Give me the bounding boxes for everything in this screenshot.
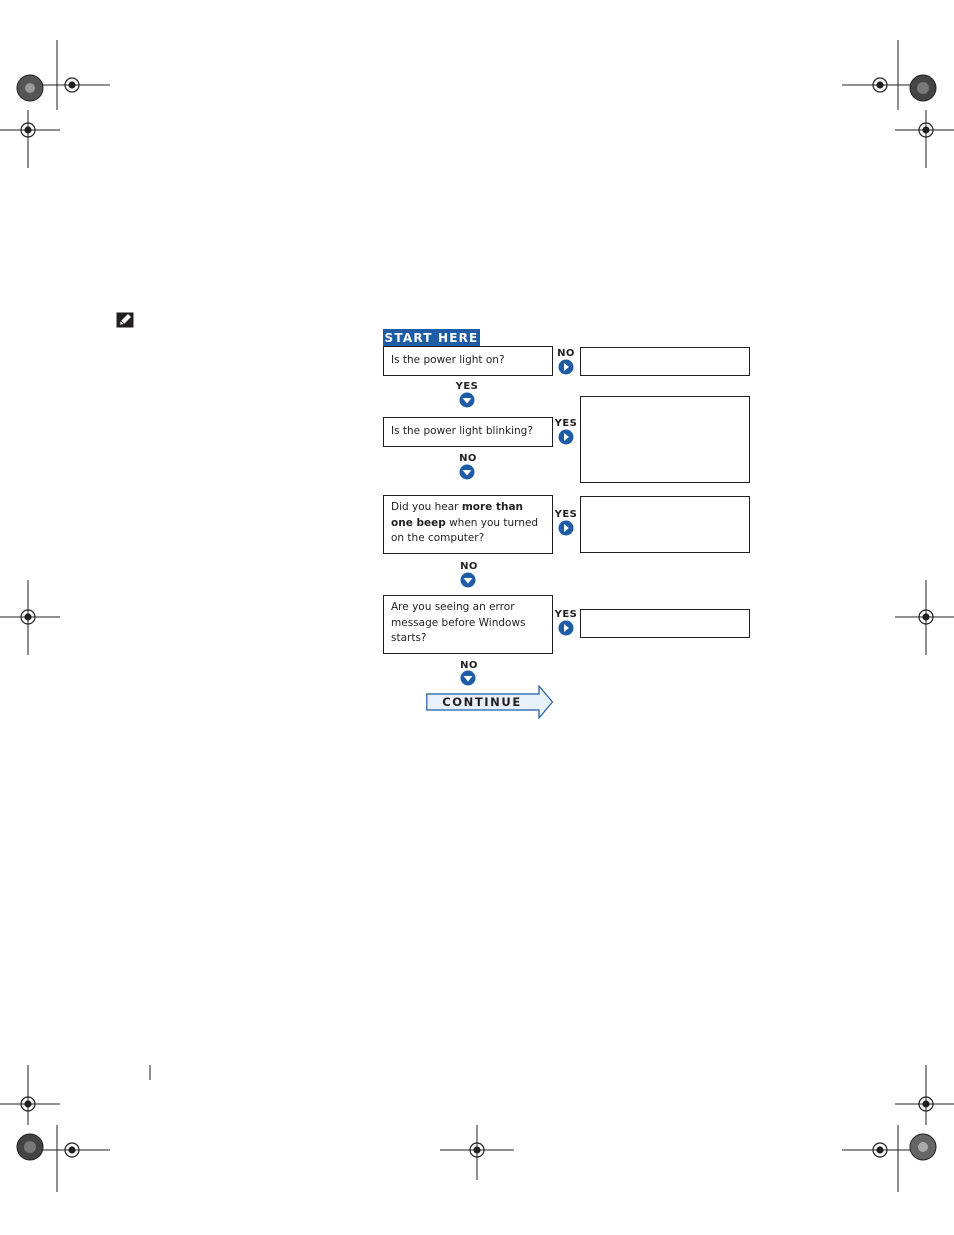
question-box-beeps	[383, 495, 553, 554]
question-box-power-light-blinking	[383, 417, 553, 447]
branch-label-no: NO	[460, 660, 478, 671]
question-text-bold: more than one beep	[391, 501, 524, 529]
branch-label-no: NO	[460, 561, 478, 572]
pencil-note-icon	[116, 312, 134, 328]
question-box-error-message	[383, 595, 553, 654]
right-arrow-circle-icon	[558, 429, 574, 445]
answer-box-power-off	[580, 347, 750, 376]
branch-label-yes: YES	[554, 509, 578, 520]
answer-box-power-blinking	[580, 396, 750, 483]
down-arrow-circle-icon	[460, 572, 476, 588]
right-arrow-circle-icon	[558, 520, 574, 536]
answer-box-beeps	[580, 496, 750, 553]
right-arrow-circle-icon	[558, 620, 574, 636]
question-text: Is the power light on?	[391, 354, 505, 366]
down-arrow-circle-icon	[459, 464, 475, 480]
continue-label: CONTINUE	[442, 695, 522, 709]
question-box-power-light-on	[383, 346, 553, 376]
branch-label-yes: YES	[455, 381, 479, 392]
start-here-label: START HERE	[384, 331, 479, 345]
question-text: Is the power light blinking?	[391, 425, 533, 437]
right-arrow-circle-icon	[558, 359, 574, 375]
branch-label-no: NO	[459, 453, 477, 464]
branch-label-yes: YES	[554, 418, 578, 429]
branch-label-no: NO	[557, 348, 575, 359]
question-text-pre: Did you hear	[391, 501, 462, 513]
branch-label-yes: YES	[554, 609, 578, 620]
answer-box-error-message	[580, 609, 750, 638]
down-arrow-circle-icon	[459, 392, 475, 408]
question-text-post: when you turned on the computer?	[391, 516, 539, 544]
question-text: Are you seeing an error message before Windows starts?	[391, 601, 526, 644]
down-arrow-circle-icon	[460, 670, 476, 686]
